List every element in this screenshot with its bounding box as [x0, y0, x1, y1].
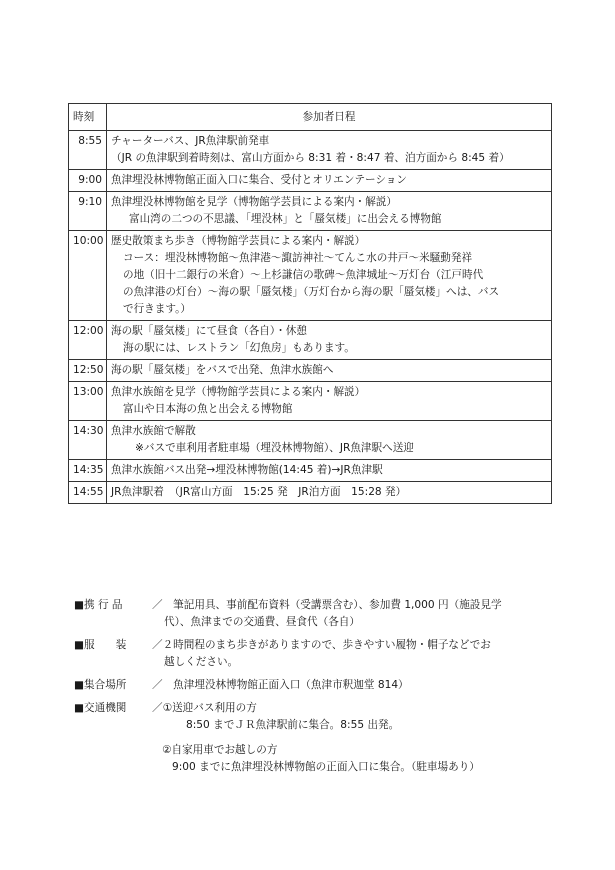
row-time: 13:00: [69, 382, 107, 421]
row-line: 歴史散策まち歩き（博物館学芸員による案内・解説）: [111, 235, 366, 247]
table-row: [69, 170, 552, 192]
header-time: 時刻: [69, 104, 107, 131]
table-row: [69, 321, 552, 360]
row-detail: [107, 360, 552, 382]
note-label: ■集合場所: [74, 679, 127, 691]
row-time: 12:50: [69, 360, 107, 382]
row-time: 14:35: [69, 460, 107, 482]
row-time: 14:30: [69, 421, 107, 460]
schedule-table: [68, 103, 552, 504]
row-detail: [107, 382, 552, 421]
note-transport: [74, 700, 554, 776]
row-line: 魚津水族館で解散: [111, 425, 196, 437]
row-time: 9:10: [69, 192, 107, 231]
row-line: 富山湾の二つの不思議、「埋没林」と「蜃気楼」に出会える博物館: [129, 213, 442, 225]
row-detail: [107, 192, 552, 231]
note-body: [152, 637, 554, 671]
row-line: 魚津水族館バス出発→埋没林博物館(14:45 着)→JR魚津駅: [111, 464, 383, 476]
note-body: [152, 700, 554, 776]
row-line: 魚津埋没林博物館正面入口に集合、受付とオリエンテーション: [111, 174, 407, 186]
note-clothing: [74, 637, 554, 671]
note-line: ／ 筆記用具、事前配布資料（受講票含む）、参加費 1,000 円（施設見学: [152, 599, 502, 611]
table-row: [69, 192, 552, 231]
row-line: ※バスで車利用者駐車場（埋没林博物館）、JR魚津駅へ送迎: [135, 442, 414, 454]
note-line: ／ 魚津埋没林博物館正面入口（魚津市釈迦堂 814）: [152, 679, 409, 691]
row-line: （JR の魚津駅到着時刻は、富山方面から 8:31 着・8:47 着、泊方面から 8:45 着）: [111, 152, 510, 164]
table-row: [69, 131, 552, 170]
note-line: 代）、魚津までの交通費、昼食代（各自）: [164, 616, 360, 628]
row-detail: [107, 231, 552, 321]
row-line: JR魚津駅着 （JR富山方面 15:25 発 JR泊方面 15:28 発）: [111, 486, 407, 498]
row-line: 魚津埋没林博物館を見学（博物館学芸員による案内・解説）: [111, 196, 398, 208]
note-line: 9:00 までに魚津埋没林博物館の正面入口に集合。（駐車場あり）: [172, 761, 480, 773]
row-line: 海の駅には、レストラン「幻魚房」もあります。: [123, 342, 355, 354]
note-body: [152, 677, 554, 694]
row-line: 富山や日本海の魚と出会える博物館: [123, 403, 293, 415]
row-line: で行きます。）: [123, 303, 192, 315]
row-detail: [107, 170, 552, 192]
row-line: 魚津水族館を見学（博物館学芸員による案内・解説）: [111, 386, 366, 398]
note-label: ■交通機関: [74, 702, 127, 714]
row-detail: [107, 460, 552, 482]
note-label: ■服 装: [74, 639, 127, 651]
note-body: [152, 597, 554, 631]
row-time: 10:00: [69, 231, 107, 321]
schedule-header-row: [69, 104, 552, 131]
note-line: 8:50 までＪＲ魚津駅前に集合。8:55 出発。: [186, 719, 400, 731]
table-row: [69, 360, 552, 382]
notes-section: [74, 597, 554, 782]
row-detail: [107, 421, 552, 460]
row-detail: [107, 321, 552, 360]
note-line: ／①送迎バス利用の方: [152, 702, 257, 714]
row-line: の魚津港の灯台）～海の駅「蜃気楼」（万灯台から海の駅「蜃気楼」へは、バス: [123, 286, 500, 298]
row-line: 海の駅「蜃気楼」をバスで出発、魚津水族館へ: [111, 364, 334, 376]
row-line: の地（旧十二銀行の米倉）～上杉謙信の歌碑～魚津城址～万灯台（江戸時代: [123, 269, 484, 281]
row-time: 8:55: [69, 131, 107, 170]
row-detail: [107, 131, 552, 170]
note-meeting: [74, 677, 554, 694]
row-line: チャーターバス、JR魚津駅前発車: [111, 135, 270, 147]
header-schedule: 参加者日程: [107, 104, 552, 131]
row-line: コース：埋没林博物館～魚津港～諏訪神社～てんこ水の井戸～米騒動発祥: [123, 252, 473, 264]
table-row: [69, 421, 552, 460]
row-line: 海の駅「蜃気楼」にて昼食（各自）・休憩: [111, 325, 307, 337]
note-line: ②自家用車でお越しの方: [162, 744, 278, 756]
table-row: [69, 460, 552, 482]
note-line: 越しください。: [164, 656, 239, 668]
row-time: 9:00: [69, 170, 107, 192]
note-label: ■携 行 品: [74, 599, 123, 611]
row-time: 14:55: [69, 482, 107, 504]
table-row: [69, 382, 552, 421]
table-row: [69, 482, 552, 504]
note-items: [74, 597, 554, 631]
table-row: [69, 231, 552, 321]
row-time: 12:00: [69, 321, 107, 360]
note-line: ／２時間程のまち歩きがありますので、歩きやすい履物・帽子などでお: [152, 639, 491, 651]
row-detail: [107, 482, 552, 504]
